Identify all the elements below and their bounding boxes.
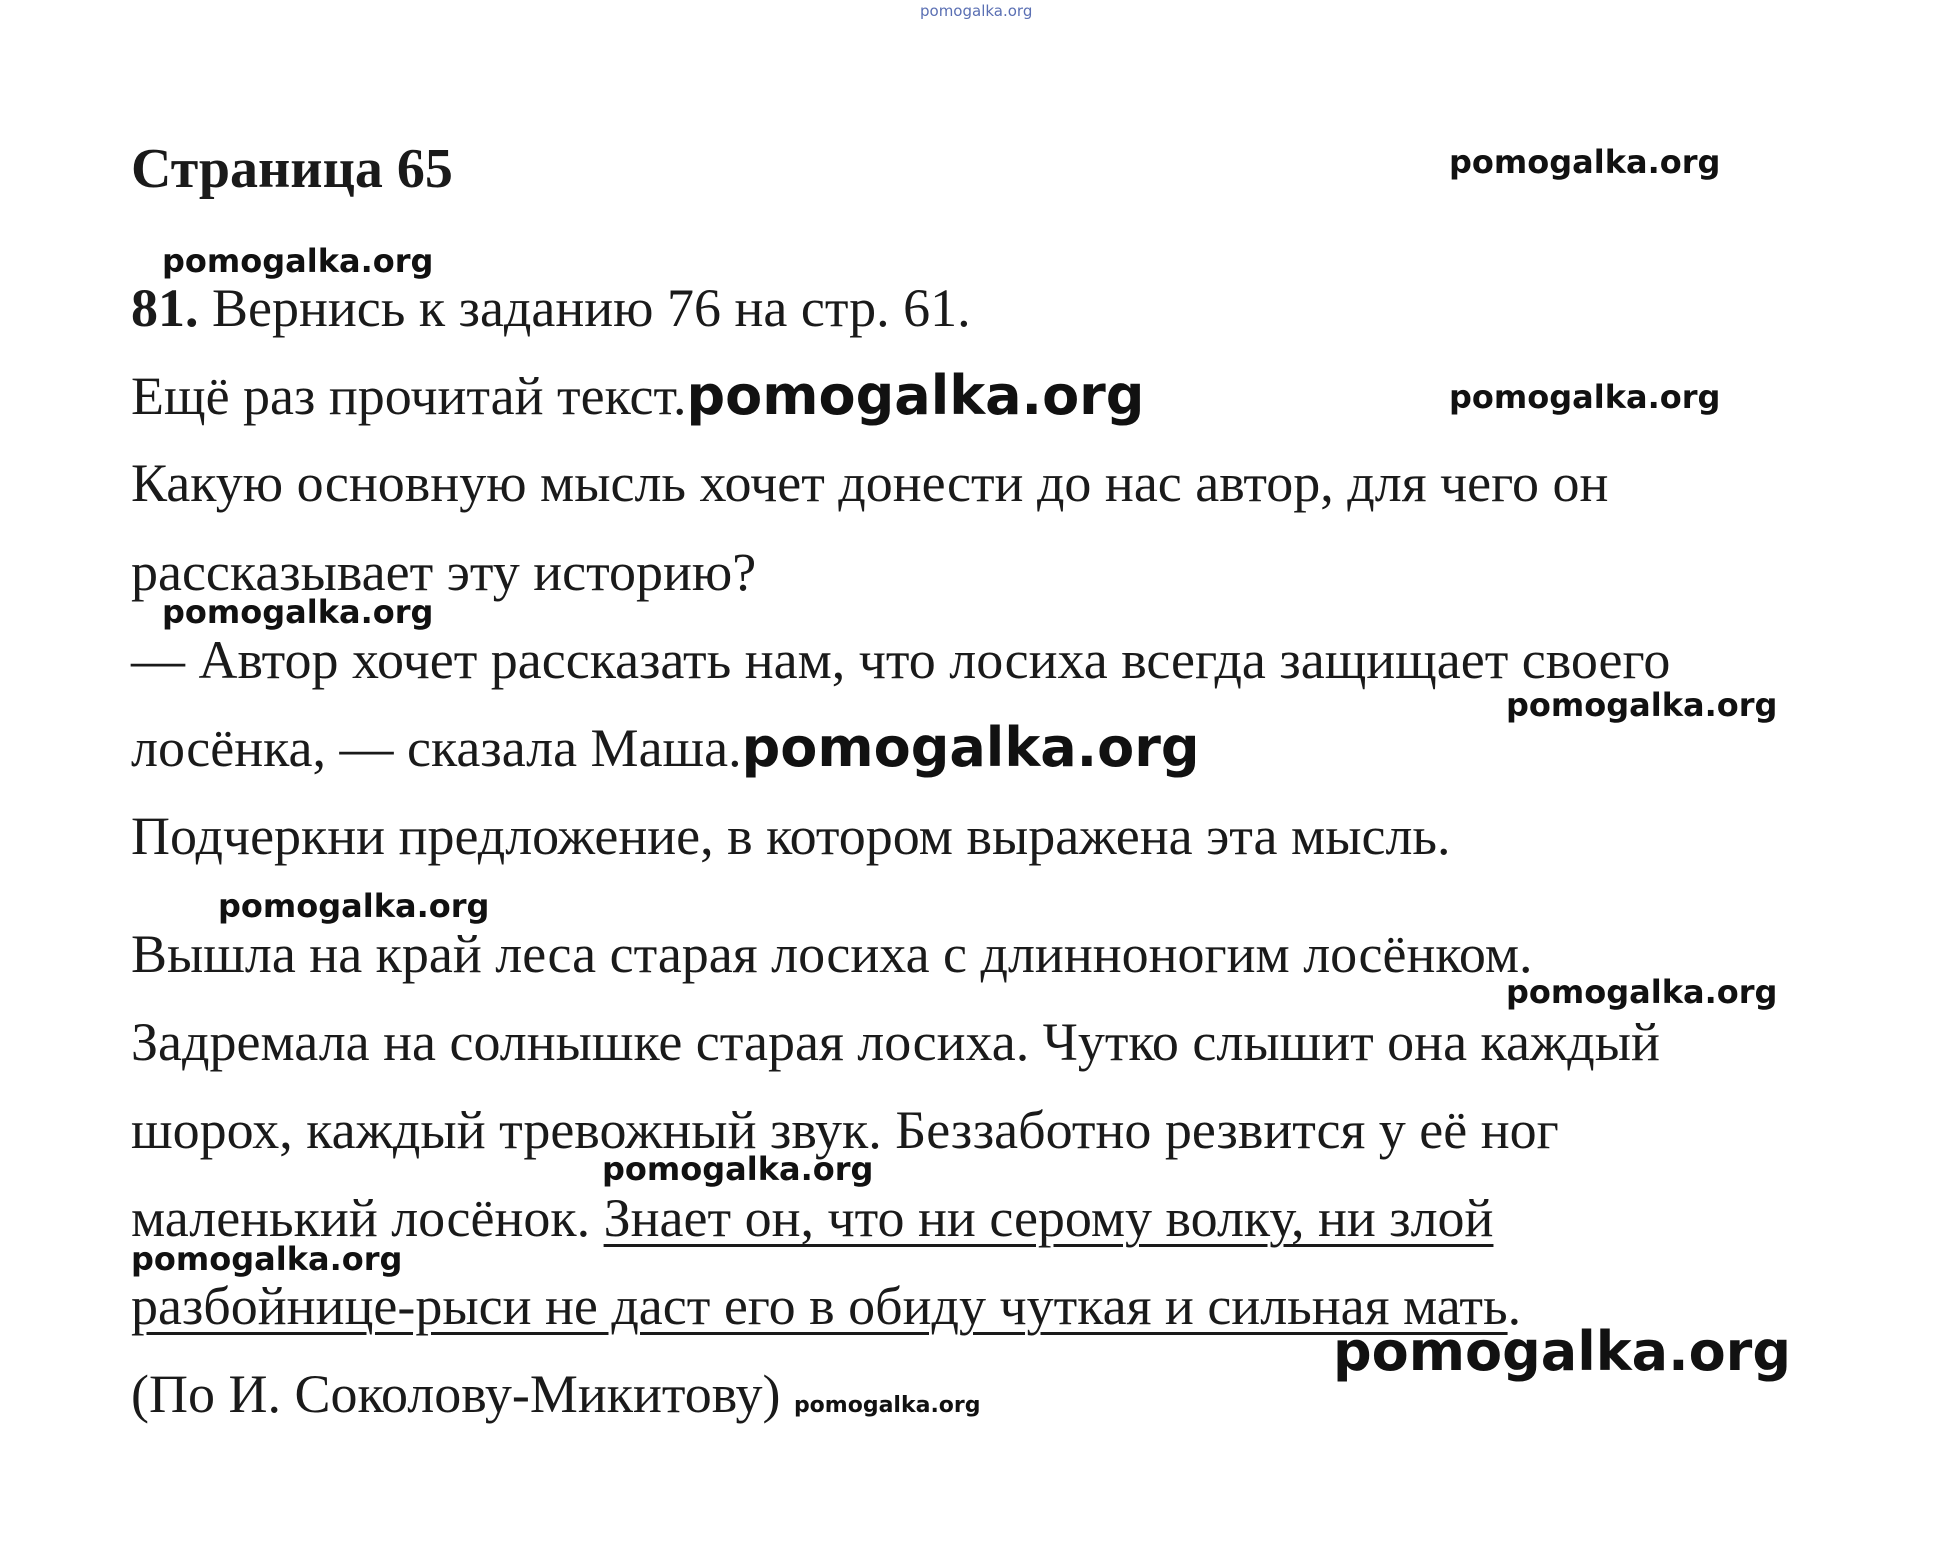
watermark: pomogalka.org [131,1240,403,1278]
reread-text: Ещё раз прочитай текст. [131,366,687,426]
source-line [131,1363,981,1425]
answer-line-2 [131,717,1200,779]
watermark: pomogalka.org [162,242,434,280]
watermark-large: pomogalka.org [1333,1320,1791,1383]
page-title: Страница 65 [131,138,453,200]
underlined-sentence-part-1: Знает он, что ни серому волку, ни злой [603,1188,1494,1248]
watermark: pomogalka.org [602,1150,874,1188]
watermark: pomogalka.org [1506,686,1778,724]
watermark: pomogalka.org [1506,973,1778,1011]
watermark-small: pomogalka.org [793,1393,981,1418]
watermark: pomogalka.org [686,364,1145,427]
watermark: pomogalka.org [1449,378,1721,416]
answer-text: лосёнка, — сказала Маша. [131,718,742,778]
watermark: pomogalka.org [218,887,490,925]
sentence-period: . [1507,1276,1522,1336]
answer-line-1: — Автор хочет рассказать нам, что лосиха всегда защищает своего [131,630,1671,690]
story-source: (По И. Соколову-Микитову) [131,1364,781,1424]
reread-line [131,365,1144,427]
question-line-1: Какую основную мысль хочет донести до нас автор, для чего он [131,453,1609,513]
story-line-5 [131,1275,1521,1337]
watermark: pomogalka.org [741,716,1200,779]
underline-instruction: Подчеркни предложение, в котором выражена эта мысль. [131,806,1451,866]
watermark: pomogalka.org [162,593,434,631]
story-line-1: Вышла на край леса старая лосиха с длинноногим лосёнком. [131,924,1533,984]
task-number: 81. [131,278,199,338]
watermark: pomogalka.org [1449,143,1721,181]
underlined-sentence-part-2: разбойнице-рыси не даст его в обиду чуткая и сильная мать [131,1276,1508,1336]
story-line-2: Задремала на солнышке старая лосиха. Чутко слышит она каждый [131,1012,1660,1072]
story-plain-text: маленький лосёнок. [131,1188,604,1248]
question-line-2: рассказывает эту историю? [131,542,757,602]
watermark-top: pomogalka.org [920,2,1033,20]
task-instruction: Вернись к заданию 76 на стр. 61. [212,278,971,338]
task-line [131,277,971,339]
story-line-3: шорох, каждый тревожный звук. Беззаботно резвится у её ног [131,1100,1559,1160]
